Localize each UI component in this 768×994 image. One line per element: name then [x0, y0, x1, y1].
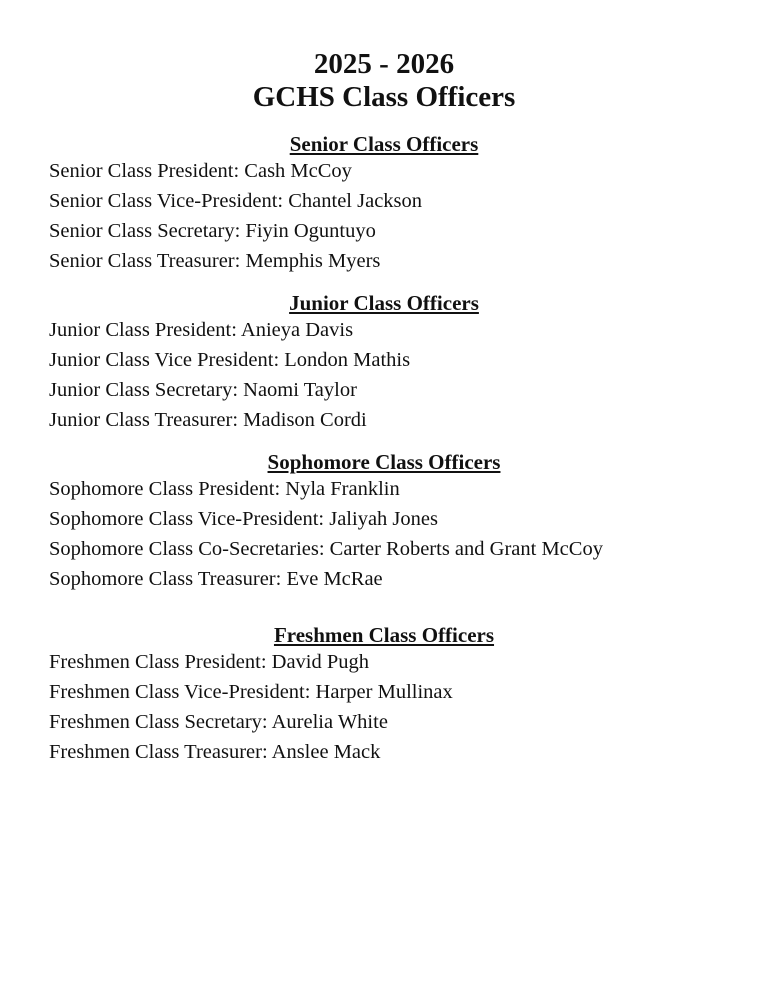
section-heading: Sophomore Class Officers	[267, 450, 501, 474]
officer-entry: Freshmen Class Secretary: Aurelia White	[49, 711, 388, 733]
officer-entry: Senior Class President: Cash McCoy	[49, 160, 352, 182]
officer-entry: Sophomore Class President: Nyla Franklin	[49, 478, 400, 500]
freshmen-officers-section	[49, 623, 749, 767]
officer-list	[49, 156, 749, 276]
senior-officers-section	[49, 132, 749, 276]
officer-list	[49, 647, 749, 767]
section-heading: Senior Class Officers	[289, 132, 479, 156]
officer-entry: Junior Class Treasurer: Madison Cordi	[49, 409, 367, 431]
officer-entry: Senior Class Treasurer: Memphis Myers	[49, 250, 381, 272]
officer-list	[49, 474, 749, 594]
officer-entry: Sophomore Class Treasurer: Eve McRae	[49, 568, 383, 590]
officer-list	[49, 315, 749, 435]
document-title	[0, 48, 768, 114]
title-year: 2025 - 2026	[313, 48, 455, 80]
title-text: GCHS Class Officers	[252, 81, 516, 113]
officer-entry: Junior Class Secretary: Naomi Taylor	[49, 379, 357, 401]
officer-entry: Sophomore Class Vice-President: Jaliyah Jones	[49, 508, 438, 530]
officer-entry: Junior Class Vice President: London Mathis	[49, 349, 411, 371]
section-heading: Freshmen Class Officers	[273, 623, 495, 647]
section-heading: Junior Class Officers	[289, 291, 479, 315]
sophomore-officers-section	[49, 450, 749, 594]
officer-entry: Freshmen Class Treasurer: Anslee Mack	[49, 741, 381, 763]
officer-entry: Senior Class Vice-President: Chantel Jackson	[49, 190, 423, 212]
officer-entry: Junior Class President: Anieya Davis	[49, 319, 354, 341]
officer-entry: Sophomore Class Co-Secretaries: Carter Roberts and Grant McCoy	[49, 538, 603, 560]
officer-entry: Senior Class Secretary: Fiyin Oguntuyo	[49, 220, 376, 242]
officer-entry: Freshmen Class Vice-President: Harper Mullinax	[49, 681, 453, 703]
junior-officers-section	[49, 291, 749, 435]
officer-entry: Freshmen Class President: David Pugh	[49, 651, 370, 673]
